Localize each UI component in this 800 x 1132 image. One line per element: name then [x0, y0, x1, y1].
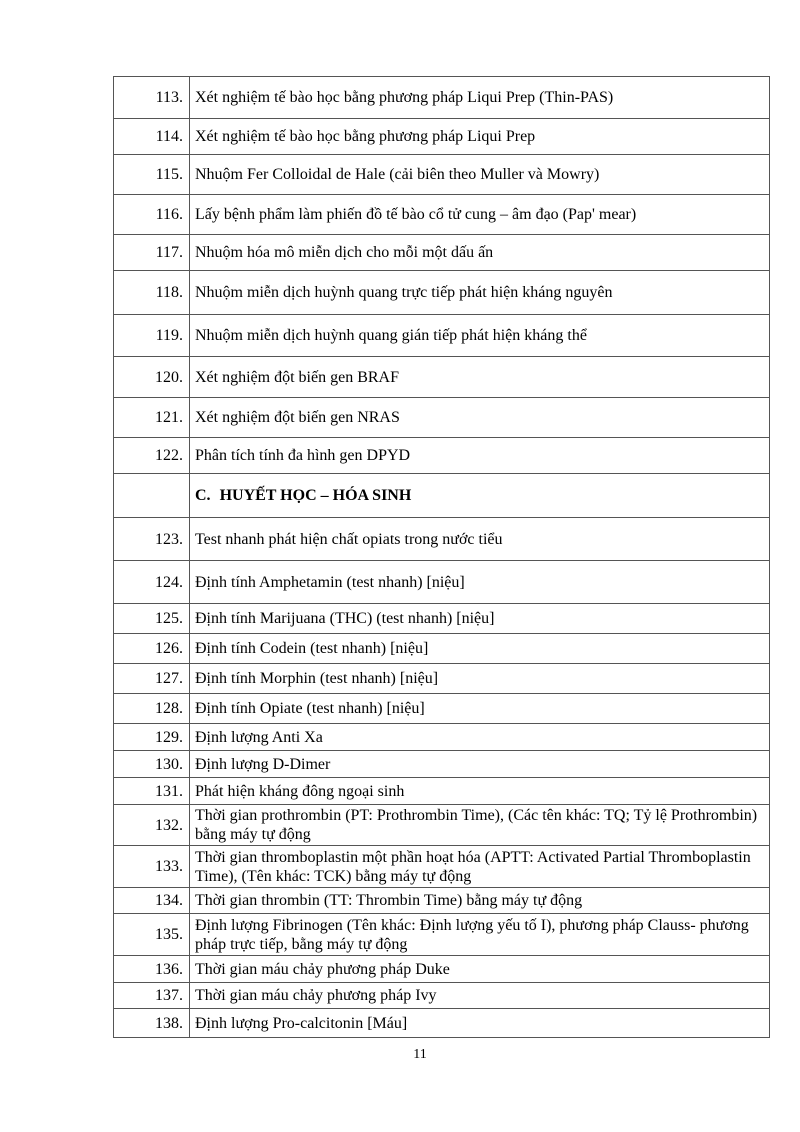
table-row — [114, 778, 770, 805]
row-text-cell: Thời gian thrombin (TT: Thrombin Time) bằng máy tự động — [190, 888, 770, 914]
table-row — [114, 956, 770, 983]
row-text-cell: Định tính Codein (test nhanh) [niệu] — [190, 634, 770, 664]
row-text-cell: Lấy bệnh phẩm làm phiến đồ tế bào cổ tử cung – âm đạo (Pap' mear) — [190, 195, 770, 235]
page-number: 11 — [413, 1047, 427, 1062]
row-text-cell: Định tính Morphin (test nhanh) [niệu] — [190, 664, 770, 694]
row-text-cell: Nhuộm Fer Colloidal de Hale (cải biên theo Muller và Mowry) — [190, 155, 770, 195]
row-text-cell: Xét nghiệm đột biến gen BRAF — [190, 357, 770, 398]
row-text-cell: Thời gian máu chảy phương pháp Duke — [190, 956, 770, 983]
row-text-cell: Thời gian thromboplastin một phần hoạt hóa (APTT: Activated Partial Thromboplastin Time), (Tên khác: TCK) bằng máy tự động — [190, 846, 770, 888]
section-prefix: C. — [195, 487, 211, 504]
row-text-cell: Nhuộm miễn dịch huỳnh quang trực tiếp phát hiện kháng nguyên — [190, 271, 770, 315]
table-row — [114, 751, 770, 778]
row-number-cell: 117. — [114, 235, 190, 271]
row-number-cell: 128. — [114, 694, 190, 724]
row-number-cell: 113. — [114, 77, 190, 119]
table-row — [114, 846, 770, 888]
row-number-cell: 121. — [114, 398, 190, 438]
table-row — [114, 155, 770, 195]
row-number-cell: 116. — [114, 195, 190, 235]
row-text-cell: Thời gian máu chảy phương pháp Ivy — [190, 983, 770, 1009]
table-row — [114, 271, 770, 315]
row-number-cell: 125. — [114, 604, 190, 634]
section-title: HUYẾT HỌC – HÓA SINH — [219, 487, 412, 504]
row-number-cell — [114, 474, 190, 518]
row-number-cell: 130. — [114, 751, 190, 778]
row-number-cell: 134. — [114, 888, 190, 914]
row-number-cell: 132. — [114, 805, 190, 846]
table-row — [114, 195, 770, 235]
table-row — [114, 77, 770, 119]
row-number-cell: 127. — [114, 664, 190, 694]
table-row — [114, 1009, 770, 1038]
row-number-cell: 114. — [114, 119, 190, 155]
row-text-cell: Xét nghiệm tế bào học bằng phương pháp Liqui Prep (Thin-PAS) — [190, 77, 770, 119]
row-number-cell: 126. — [114, 634, 190, 664]
row-text-cell: Test nhanh phát hiện chất opiats trong nước tiểu — [190, 518, 770, 561]
row-number-cell: 135. — [114, 914, 190, 956]
table-row — [114, 983, 770, 1009]
row-text-cell: Định lượng Pro-calcitonin [Máu] — [190, 1009, 770, 1038]
medical-procedures-table — [113, 76, 770, 1038]
table-row — [114, 357, 770, 398]
row-number-cell: 129. — [114, 724, 190, 751]
row-number-cell: 119. — [114, 315, 190, 357]
row-text-cell: Định tính Marijuana (THC) (test nhanh) [niệu] — [190, 604, 770, 634]
row-number-cell: 124. — [114, 561, 190, 604]
row-number-cell: 138. — [114, 1009, 190, 1038]
table-row — [114, 518, 770, 561]
row-text-cell: Định lượng D-Dimer — [190, 751, 770, 778]
table-row — [114, 888, 770, 914]
row-number-cell: 123. — [114, 518, 190, 561]
table-row — [114, 398, 770, 438]
row-text-cell: Thời gian prothrombin (PT: Prothrombin Time), (Các tên khác: TQ; Tỷ lệ Prothrombin) bằng máy tự động — [190, 805, 770, 846]
table-row — [114, 438, 770, 474]
table-row — [114, 634, 770, 664]
table-row — [114, 664, 770, 694]
section-title-cell — [190, 474, 770, 518]
row-text-cell: Phân tích tính đa hình gen DPYD — [190, 438, 770, 474]
table-row — [114, 315, 770, 357]
row-number-cell: 136. — [114, 956, 190, 983]
row-text-cell: Định lượng Fibrinogen (Tên khác: Định lượng yếu tố I), phương pháp Clauss- phương pháp trực tiếp, bằng máy tự động — [190, 914, 770, 956]
row-text-cell: Xét nghiệm tế bào học bằng phương pháp Liqui Prep — [190, 119, 770, 155]
section-header-row — [114, 474, 770, 518]
row-text-cell: Xét nghiệm đột biến gen NRAS — [190, 398, 770, 438]
row-text-cell: Định tính Opiate (test nhanh) [niệu] — [190, 694, 770, 724]
row-number-cell: 122. — [114, 438, 190, 474]
table-row — [114, 561, 770, 604]
row-number-cell: 120. — [114, 357, 190, 398]
row-text-cell: Nhuộm hóa mô miễn dịch cho mỗi một dấu ấn — [190, 235, 770, 271]
table-row — [114, 235, 770, 271]
row-number-cell: 131. — [114, 778, 190, 805]
row-number-cell: 133. — [114, 846, 190, 888]
table-body — [114, 77, 770, 1038]
row-text-cell: Định tính Amphetamin (test nhanh) [niệu] — [190, 561, 770, 604]
row-text-cell: Nhuộm miễn dịch huỳnh quang gián tiếp phát hiện kháng thể — [190, 315, 770, 357]
table-row — [114, 604, 770, 634]
table-row — [114, 724, 770, 751]
row-text-cell: Định lượng Anti Xa — [190, 724, 770, 751]
table-row — [114, 805, 770, 846]
row-number-cell: 118. — [114, 271, 190, 315]
row-number-cell: 137. — [114, 983, 190, 1009]
row-text-cell: Phát hiện kháng đông ngoại sinh — [190, 778, 770, 805]
table-row — [114, 119, 770, 155]
row-number-cell: 115. — [114, 155, 190, 195]
table-row — [114, 694, 770, 724]
table-row — [114, 914, 770, 956]
